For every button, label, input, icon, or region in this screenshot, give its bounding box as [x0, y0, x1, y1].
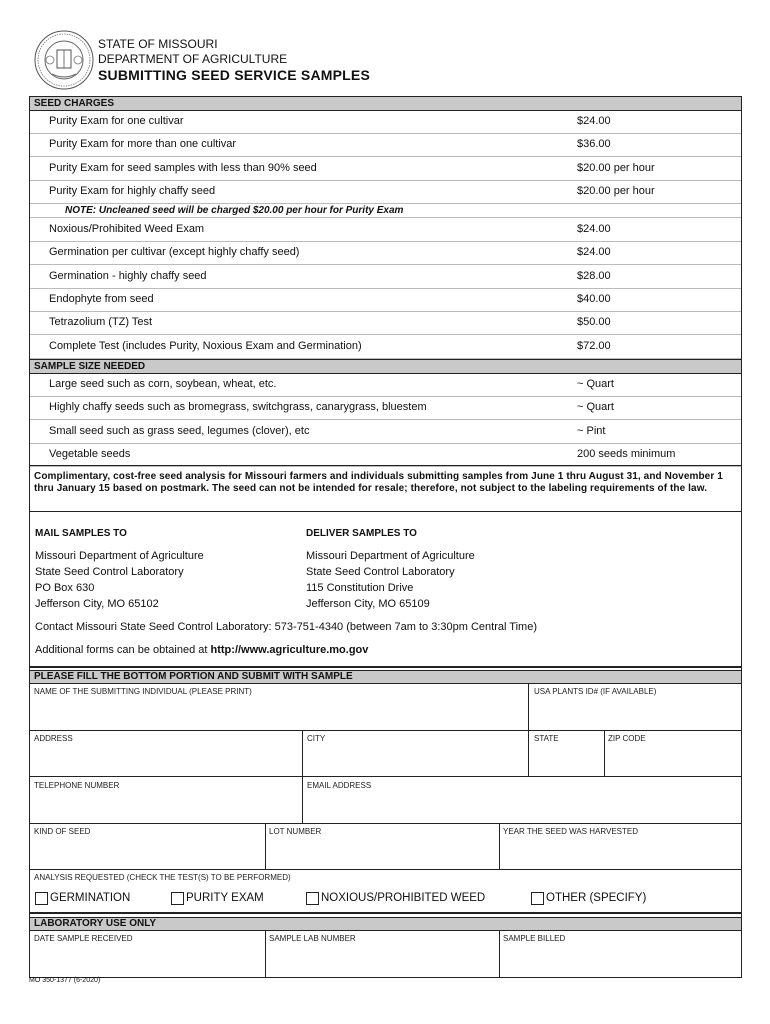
address-line: 115 Constitution Drive [306, 582, 414, 594]
address-line: State Seed Control Laboratory [306, 566, 455, 578]
deliver-address [306, 548, 475, 612]
row-value: 200 seeds minimum [577, 447, 676, 460]
department-name: DEPARTMENT OF AGRICULTURE [98, 52, 288, 66]
form-number: MO 350-1377 (6-2020) [29, 977, 101, 984]
divider [30, 776, 741, 777]
telephone-field-label: TELEPHONE NUMBER [34, 781, 120, 790]
sample-billed-field[interactable] [500, 944, 741, 976]
row-value: $72.00 [577, 339, 611, 352]
year-harvested-field-label: YEAR THE SEED WAS HARVESTED [503, 827, 638, 836]
row-value: ~ Quart [577, 401, 614, 414]
row-value: $50.00 [577, 316, 611, 329]
divider [30, 666, 741, 668]
date-received-field-label: DATE SAMPLE RECEIVED [34, 934, 133, 943]
divider [30, 823, 741, 824]
price-row [30, 265, 741, 289]
contact-info: Contact Missouri State Seed Control Laboratory: 573-751-4340 (between 7am to 3:30pm Central Time) [35, 621, 537, 633]
row-value: $24.00 [577, 246, 611, 259]
lot-number-field[interactable] [266, 837, 498, 868]
page-header [0, 0, 770, 96]
row-label: Noxious/Prohibited Weed Exam [49, 223, 205, 235]
agriculture-website-link[interactable]: http://www.agriculture.mo.gov [210, 644, 369, 656]
deliver-samples-title: DELIVER SAMPLES TO [306, 528, 417, 539]
purity-exam-checkbox[interactable] [171, 892, 184, 905]
submission-form [29, 666, 742, 978]
lot-number-field-label: LOT NUMBER [269, 827, 322, 836]
row-label: Small seed such as grass seed, legumes (clover), etc [49, 424, 310, 437]
city-field-label: CITY [307, 734, 326, 743]
mail-address [35, 548, 204, 612]
row-value: ~ Quart [577, 378, 614, 390]
noxious-weed-checkbox[interactable] [306, 892, 319, 905]
price-row [30, 420, 741, 444]
divider [30, 465, 741, 466]
state-field-label: STATE [534, 734, 559, 743]
price-row [30, 373, 741, 397]
kind-of-seed-field[interactable] [30, 837, 264, 868]
price-row [30, 180, 741, 204]
address-field[interactable] [30, 744, 301, 775]
form-heading: PLEASE FILL THE BOTTOM PORTION AND SUBMIT WITH SAMPLE [30, 670, 741, 684]
state-name: STATE OF MISSOURI [98, 37, 218, 51]
row-label: Complete Test (includes Purity, Noxious Exam and Germination) [49, 339, 362, 352]
row-label: Highly chaffy seeds such as bromegrass, switchgrass, canarygrass, bluestem [49, 401, 427, 414]
city-field[interactable] [303, 744, 527, 775]
zip-code-field[interactable] [605, 744, 741, 775]
divider [30, 912, 741, 914]
date-received-field[interactable] [30, 944, 264, 976]
other-checkbox[interactable] [531, 892, 544, 905]
plants-id-field-label: USA PLANTS ID# (IF AVAILABLE) [534, 687, 657, 696]
row-label: Purity Exam for highly chaffy seed [49, 184, 216, 197]
address-line: PO Box 630 [35, 582, 95, 594]
row-label: Purity Exam for more than one cultivar [49, 138, 237, 151]
price-row [30, 335, 741, 359]
row-label: Purity Exam for seed samples with less than 90% seed [49, 161, 317, 174]
price-row [30, 157, 741, 181]
lab-number-field-label: SAMPLE LAB NUMBER [269, 934, 356, 943]
purity-exam-option-label: PURITY EXAM [186, 892, 264, 904]
plants-id-field[interactable] [529, 698, 741, 729]
germination-option-label: GERMINATION [50, 892, 131, 904]
zip-code-field-label: ZIP CODE [608, 734, 646, 743]
analysis-requested-label: ANALYSIS REQUESTED (CHECK THE TEST(S) TO BE PERFORMED) [34, 873, 291, 882]
price-row [30, 110, 741, 134]
telephone-field[interactable] [30, 791, 301, 822]
sample-size-heading: SAMPLE SIZE NEEDED [30, 359, 741, 374]
divider [30, 730, 741, 731]
row-value: $24.00 [577, 223, 611, 235]
other-option-label: OTHER (SPECIFY) [546, 892, 647, 904]
laboratory-use-heading: LABORATORY USE ONLY [30, 917, 741, 931]
lab-number-field[interactable] [266, 944, 498, 976]
email-field-label: EMAIL ADDRESS [307, 781, 372, 790]
price-row [30, 311, 741, 335]
row-label: Germination per cultivar (except highly chaffy seed) [49, 246, 300, 259]
row-label: Vegetable seeds [49, 447, 131, 460]
additional-forms: Additional forms can be obtained at http://www.agriculture.mo.gov [35, 644, 369, 656]
germination-checkbox[interactable] [35, 892, 48, 905]
address-line: Jefferson City, MO 65109 [306, 598, 430, 610]
row-value: $40.00 [577, 292, 611, 305]
price-row [30, 218, 741, 242]
name-field-label: NAME OF THE SUBMITTING INDIVIDUAL (PLEASE PRINT) [34, 687, 252, 696]
sample-billed-field-label: SAMPLE BILLED [503, 934, 566, 943]
price-row [30, 396, 741, 420]
noxious-weed-option-label: NOXIOUS/PROHIBITED WEED [321, 892, 486, 904]
row-value: $36.00 [577, 138, 611, 151]
divider [30, 511, 741, 512]
address-field-label: ADDRESS [34, 734, 73, 743]
complimentary-analysis-note: Complimentary, cost-free seed analysis for Missouri farmers and individuals submitting samples from June 1 thru August 31, and November 1 thru January 15 based on postmark. The seed can not be intended for resale; therefore, not subject to the labeling requirements of the law. [34, 471, 723, 494]
row-label: Large seed such as corn, soybean, wheat, etc. [49, 378, 277, 390]
page-title: SUBMITTING SEED SERVICE SAMPLES [98, 67, 370, 83]
name-field[interactable] [30, 698, 527, 729]
mail-samples-title: MAIL SAMPLES TO [35, 528, 127, 539]
address-line: State Seed Control Laboratory [35, 566, 184, 578]
seed-charges-heading: SEED CHARGES [30, 96, 741, 111]
row-value: ~ Pint [577, 424, 606, 437]
kind-of-seed-field-label: KIND OF SEED [34, 827, 91, 836]
row-label: Tetrazolium (TZ) Test [49, 316, 153, 329]
address-line: Missouri Department of Agriculture [306, 550, 475, 562]
price-row [30, 443, 741, 467]
info-box [29, 96, 742, 666]
state-field[interactable] [529, 744, 603, 775]
email-field[interactable] [303, 791, 741, 822]
row-label: Endophyte from seed [49, 292, 154, 305]
year-harvested-field[interactable] [500, 837, 741, 868]
divider [30, 869, 741, 870]
row-value: $28.00 [577, 269, 611, 282]
row-label: Germination - highly chaffy seed [49, 269, 207, 282]
price-row [30, 133, 741, 157]
price-row [30, 241, 741, 265]
address-line: Missouri Department of Agriculture [35, 550, 204, 562]
row-value: $24.00 [577, 115, 611, 127]
uncleaned-seed-note: NOTE: Uncleaned seed will be charged $20.00 per hour for Purity Exam [30, 204, 741, 218]
row-label: Purity Exam for one cultivar [49, 115, 184, 127]
address-line: Jefferson City, MO 65102 [35, 598, 159, 610]
missouri-state-seal-icon [34, 30, 94, 90]
row-value: $20.00 per hour [577, 161, 655, 174]
price-row [30, 288, 741, 312]
row-value: $20.00 per hour [577, 184, 655, 197]
